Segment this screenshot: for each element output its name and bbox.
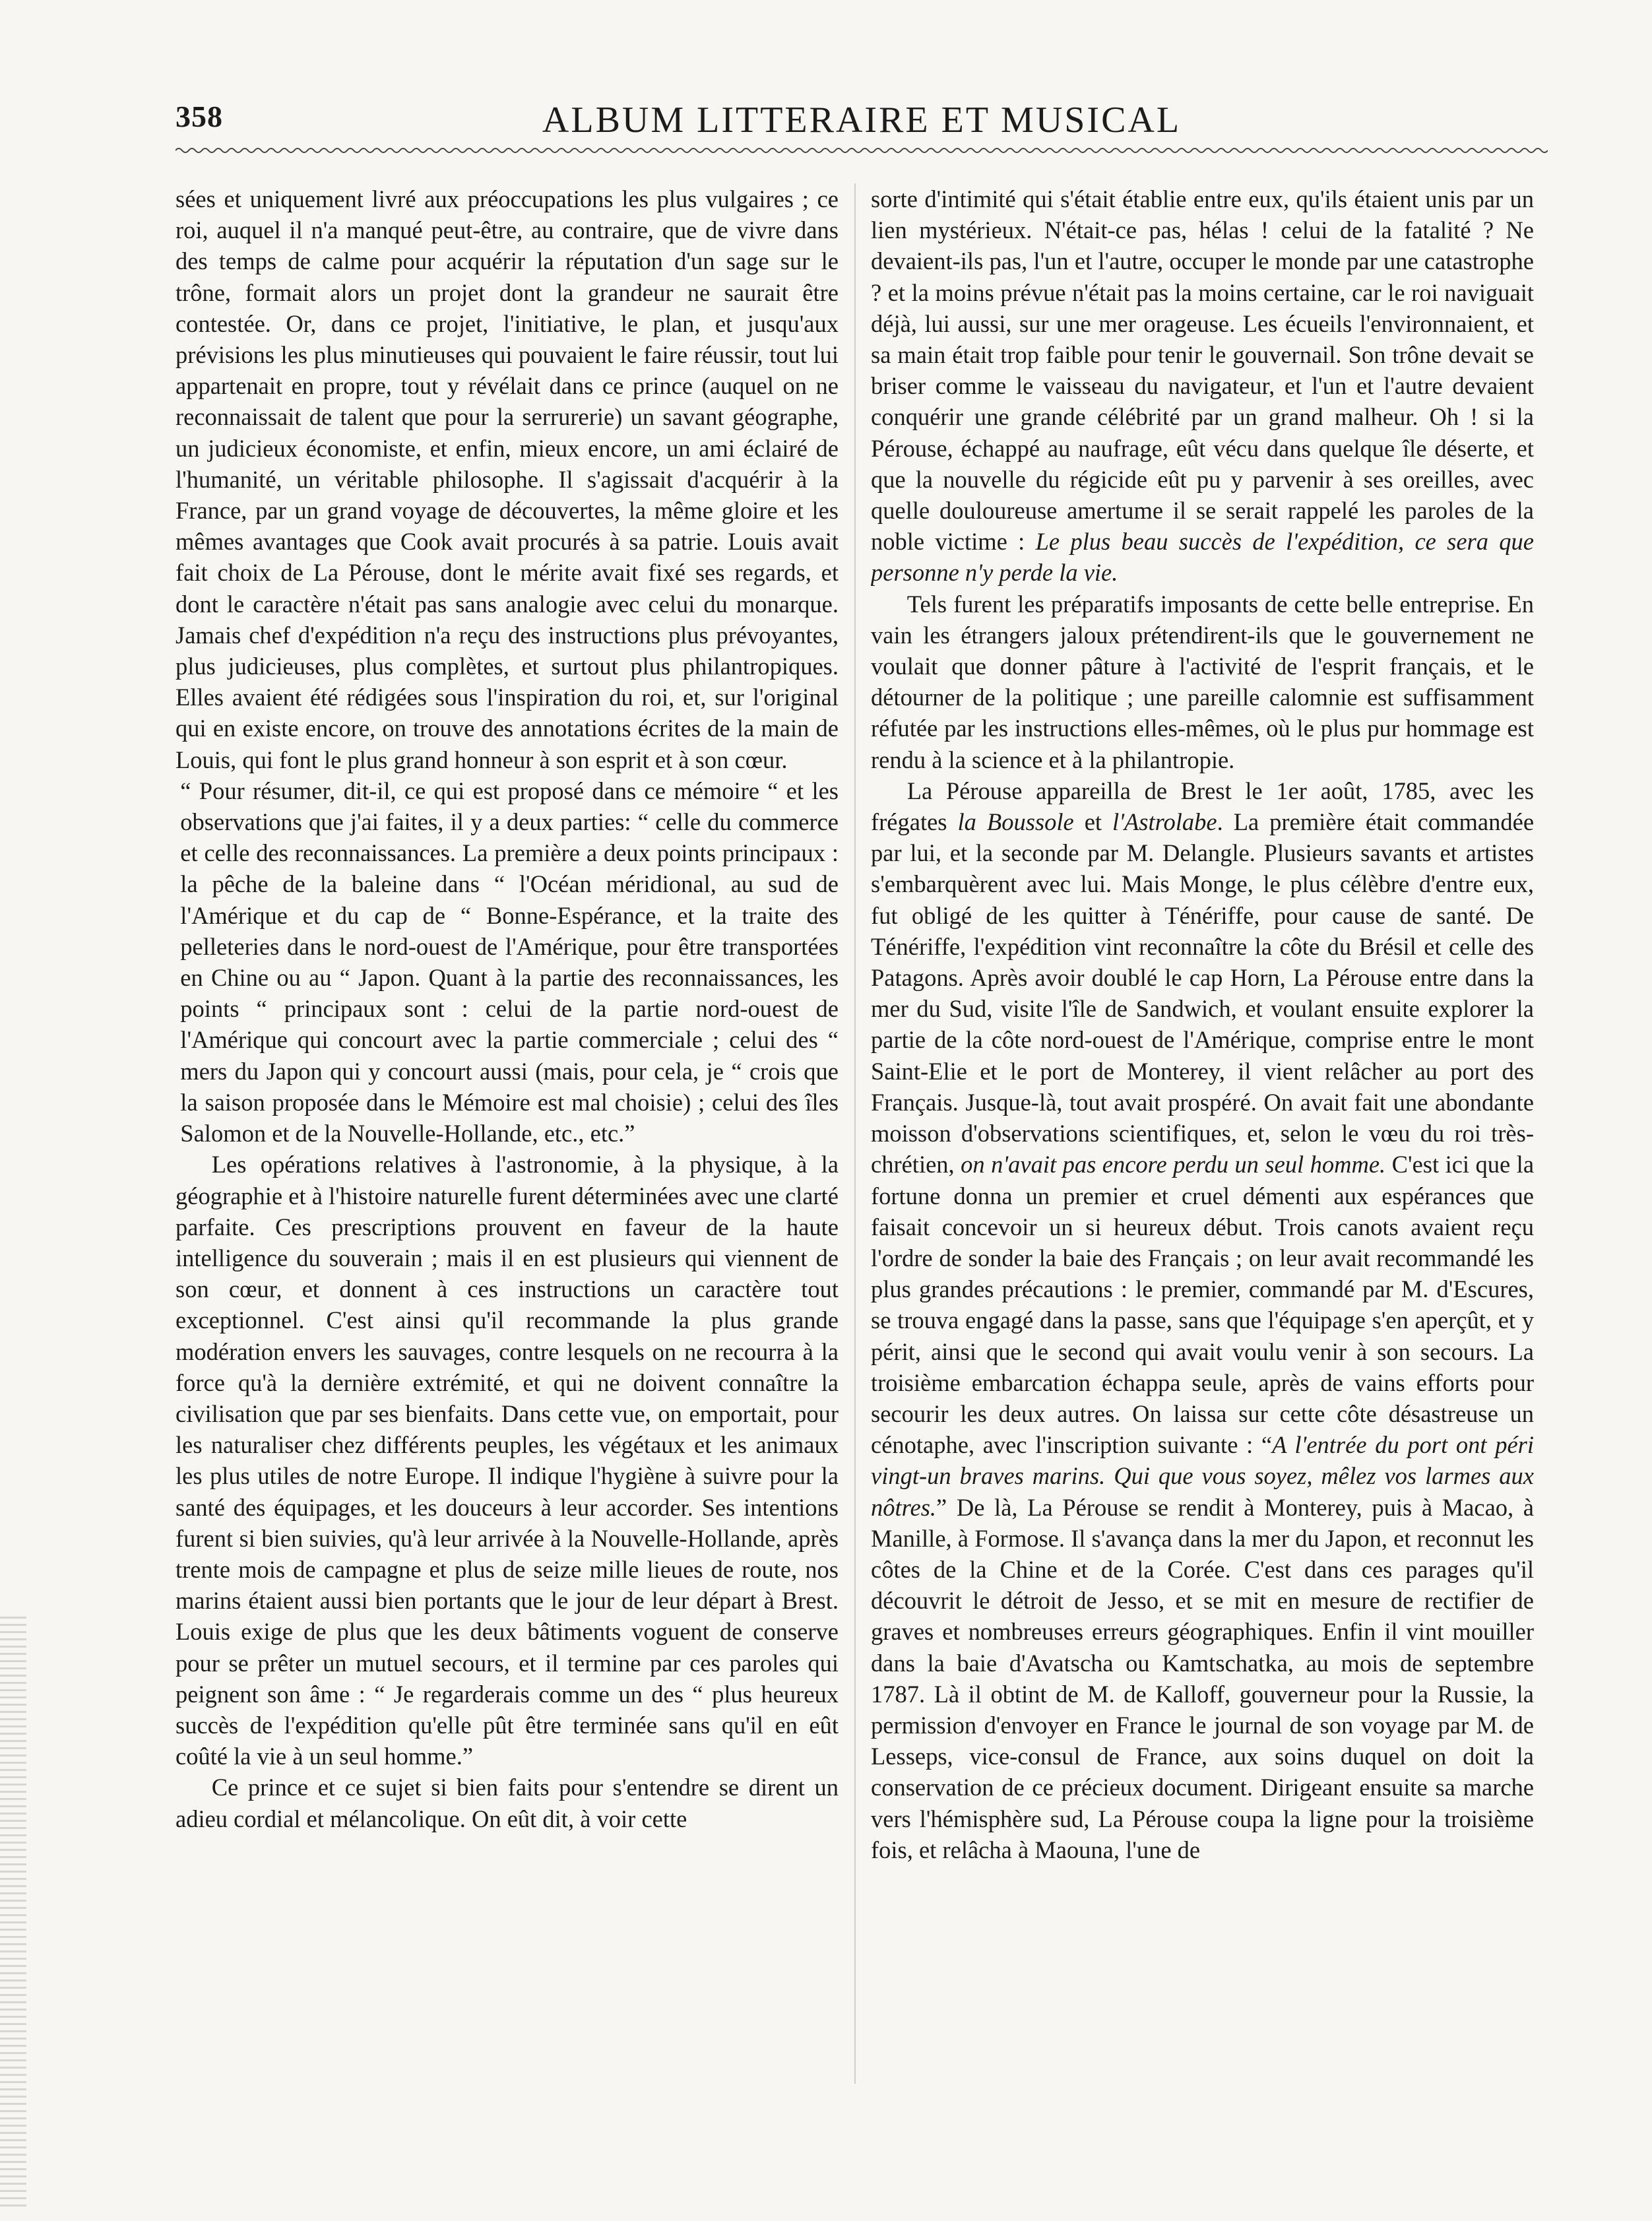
paragraph: sées et uniquement livré aux préoccupations les plus vulgaires ; ce roi, auquel il n'a manqué peut-être, au contraire, que de vivre dans des temps de calme pour acquérir la réputation d'un sage sur le trône, formait alors un projet dont la grandeur ne saurait être contestée. Or, dans ce projet, l'initiative, le plan, et jusqu'aux prévisions les plus minutieuses qui pouvaient le faire réussir, tout lui appartenait en propre, tout y révélait dans ce prince (auquel on ne reconnaissait de talent que pour la serrurerie) un savant géographe, un judicieux économiste, et enfin, mieux encore, un ami éclairé de l'humanité, un véritable philosophe. Il s'agissait d'acquérir à la France, par un grand voyage de découvertes, la même gloire et les mêmes avantages que Cook avait procurés à sa patrie. Louis avait fait choix de La Pérouse, dont le mérite avait fixé ses regards, et dont le caractère n'était pas sans analogie avec celui du monarque. Jamais chef d'expédition n'a reçu des instructions plus prévoyantes, plus judicieuses, plus complètes, et surtout plus philantropiques. Elles avaient été rédigées sous l'inspiration du roi, et, sur l'original qui en existe encore, on trouve des annotations écrites de la main de Louis, qui font le plus grand honneur à son esprit et à son cœur. xyxy=(175,185,839,773)
inscription: A l'entrée du port ont péri vingt-un braves marins. Qui que vous soyez, mêlez vos larmes aux nôtres. xyxy=(871,1431,1534,1521)
left-column xyxy=(175,183,839,2176)
paragraph: Tels furent les préparatifs imposants de cette belle entreprise. En vain les étrangers jaloux prétendirent-ils que le gouvernement ne voulait que donner pâture à l'activité de l'esprit français, et le détourner de la politique ; une pareille calomnie est suffisamment réfutée par les instructions elles-mêmes, où le plus pur hommage est rendu à la science et à la philantropie. xyxy=(871,590,1534,773)
header-wavy-rule xyxy=(175,146,1548,154)
paragraph: Ce prince et ce sujet si bien faits pour s'entendre se dirent un adieu cordial et mélancolique. On eût dit, à voir cette xyxy=(175,1774,839,1832)
column-divider xyxy=(854,183,856,2084)
ship-name: la Boussole xyxy=(957,808,1074,836)
right-column xyxy=(871,183,1534,2176)
paragraph-text: et xyxy=(1084,808,1102,836)
paragraph: Les opérations relatives à l'astronomie, à la physique, à la géographie et à l'histoire naturelle furent déterminées avec une clarté parfaite. Ces prescriptions prouvent en faveur de la haute intelligence du souverain ; mais il en est plusieurs qui viennent de son cœur, et donnent à ces instructions un caractère tout exceptionnel. C'est ainsi qu'il recommande la plus grande modération envers les sauvages, contre lesquels on ne recourra à la force qu'à la dernière extrémité, et qui ne doivent connaître la civilisation que par ses bienfaits. Dans cette vue, on emportait, pour les naturaliser chez différents peuples, les végétaux et les animaux les plus utiles de notre Europe. Il indique l'hygiène à suivre pour la santé des équipages, et les douceurs à leur accorder. Ses intentions furent si bien suivies, qu'à leur arrivée à la Nouvelle-Hollande, après trente mois de campagne et plus de seize mille lieues de route, nos marins étaient aussi bien portants que le jour de leur départ à Brest. Louis exige de plus que les deux bâtiments voguent de conserve pour se prêter un mutuel secours, et il termine par ces paroles qui peignent son âme : “ Je regarderais comme un des “ plus heureux succès de l'expédition qu'elle pût être terminée sans qu'il en eût coûté la vie à un seul homme.” xyxy=(175,1151,839,1770)
page-number: 358 xyxy=(175,100,223,133)
italic-quote: Le plus beau succès de l'expédition, ce sera que personne n'y perde la vie. xyxy=(871,528,1534,587)
paragraph-text: ” De là, La Pérouse se rendit à Monterey, puis à Macao, à Manille, à Formose. Il s'avança dans la mer du Japon, et reconnut les côtes de la Chine et de la Corée. C'est dans ces parages qu'il découvrit le détroit de Jesso, et se mit en mesure de rectifier de graves et nombreuses erreurs géographiques. Enfin il vint mouiller dans la baie d'Avatscha ou Kamtschatka, au mois de septembre 1787. Là il obtint de M. de Kalloff, gouverneur pour la Russie, la permission d'envoyer en France le journal de son voyage par M. de Lesseps, vice-consul de France, aux soins duquel on doit la conservation de ce précieux document. Dirigeant ensuite sa marche vers l'hémisphère sud, La Pérouse coupa la ligne pour la troisième fois, et relâcha à Maouna, l'une de xyxy=(871,1493,1534,1863)
quoted-memoir: “ Pour résumer, dit-il, ce qui est proposé dans ce mémoire “ et les observations que j'ai faites, il y a deux parties: “ celle du commerce et celle des reconnaissances. La première a deux points principaux : la pêche de la baleine dans “ l'Océan méridional, au sud de l'Amérique et du cap de “ Bonne-Espérance, et la traite des pelleteries dans le nord-ouest de l'Amérique, pour être transportées en Chine ou au “ Japon. Quant à la partie des reconnaissances, les points “ principaux sont : celui de la partie nord-ouest de l'Amérique qui concourt avec la partie commerciale ; celui des “ mers du Japon qui y concourt aussi (mais, pour cela, je “ crois que la saison proposée dans le Mémoire est mal choisie) ; celui des îles Salomon et de la Nouvelle-Hollande, etc., etc.” xyxy=(180,777,839,1147)
paragraph-text: C'est ici que la fortune donna un premier et cruel démenti aux espérances que faisait concevoir un si heureux début. Trois canots avaient reçu l'ordre de sonder la baie des Français ; on leur avait recommandé les plus grandes précautions : le premier, commandé par M. d'Escures, se trouva engagé dans la passe, sans que l'équipage s'en aperçût, et y périt, ainsi que le second qui avait voulu venir à son secours. La troisième embarcation échappa seule, après de vains efforts pour secourir les deux autres. On laissa sur cette côte désastreuse un cénotaphe, avec l'inscription suivante : “ xyxy=(871,1151,1534,1459)
ship-name: l'Astrolabe xyxy=(1112,808,1217,836)
page-header xyxy=(175,99,1548,145)
paragraph xyxy=(871,183,1534,589)
paragraph-text: La Pérouse appareilla de Brest le 1er août, 1785, avec les frégates xyxy=(871,777,1534,836)
running-title: ALBUM LITTERAIRE ET MUSICAL xyxy=(542,100,1182,141)
italic-phrase: on n'avait pas encore perdu un seul homme. xyxy=(961,1151,1386,1178)
paragraph xyxy=(871,775,1534,1865)
paragraph-text: sorte d'intimité qui s'était établie entre eux, qu'ils étaient unis par un lien mystérieux. N'était-ce pas, hélas ! celui de la fatalité ? Ne devaient-ils pas, l'un et l'autre, occuper le monde par une catastrophe ? et la moins prévue n'était pas la moins certaine, car le roi naviguait déjà, lui aussi, sur une mer orageuse. Les écueils l'environnaient, et sa main était trop faible pour tenir le gouvernail. Son trône devait se briser comme le vaisseau du navigateur, et l'un et l'autre devaient conquérir une grande célébrité par un grand malheur. Oh ! si la Pérouse, échappé au naufrage, eût vécu dans quelque île déserte, et que la nouvelle du régicide eût pu y parvenir à ses oreilles, avec quelle douloureuse amertume il se serait rappelé les paroles de la noble victime : xyxy=(871,185,1534,556)
paragraph-text: . La première était commandée par lui, et la seconde par M. Delangle. Plusieurs savants et artistes s'embarquèrent avec lui. Mais Monge, le plus célèbre d'entre eux, fut obligé de les quitter à Ténériffe, pour cause de santé. De Ténériffe, l'expédition vint reconnaître la côte du Brésil et celle des Patagons. Après avoir doublé le cap Horn, La Pérouse entre dans la mer du Sud, visite l'île de Sandwich, et voulant ensuite explorer la partie de la côte nord-ouest de l'Amérique, comprise entre le mont Saint-Elie et le port de Monterey, il vient relâcher au port des Français. Jusque-là, tout avait prospéré. On avait fait une abondante moisson d'observations scientifiques, et, selon le vœu du roi très-chrétien, xyxy=(871,808,1534,1178)
scan-edge-noise xyxy=(0,1617,26,2210)
